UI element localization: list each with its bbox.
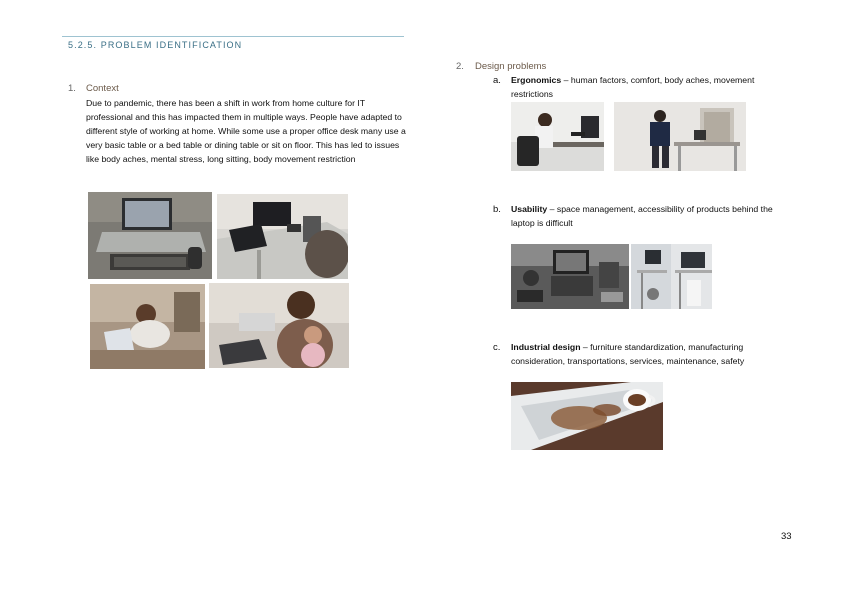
item-c-term: Industrial design [511,342,581,352]
photo-ergonomics-man-backache [614,102,746,171]
item-b-text [511,202,791,230]
photo-coffee-spill-keyboard [511,382,663,450]
page-number: 33 [781,531,792,542]
heading-rule [62,36,404,37]
photo-laptop-stand-desk [88,192,212,279]
photo-woman-laptop-floor [90,284,205,369]
item-c-desc: – furniture standardization, manufacturing consideration, transportations, services, maintenance, safety [511,342,745,366]
item-a-term: Ergonomics [511,75,562,85]
design-problems-title: Design problems [475,61,547,72]
section-heading: 5.2.5. PROBLEM IDENTIFICATION [68,40,243,50]
item-b-desc: – space management, accessibility of products behind the laptop is difficult [511,204,773,228]
context-body: Due to pandemic, there has been a shift in work from home culture for IT professional and this has impacted them in multiple ways. People have adapted to different style of working at home. While some use a proper office desk many use a very basic table or a bed table or dining table or sit on floor. This has led to issues like body aches, mental stress, long sitting, body movement restriction [86,98,406,164]
context-title: Context [86,83,119,94]
photo-ergonomics-woman-desk [511,102,604,171]
photo-mother-child-laptop [209,283,349,368]
item-a-desc: – human factors, comfort, body aches, movement restrictions [511,75,755,99]
context-number: 1. [68,83,76,94]
item-b-letter: b. [493,204,501,215]
item-c-letter: c. [493,342,501,353]
item-a-text [511,73,791,101]
photo-usability-desk-products [631,244,712,309]
design-problems-number: 2. [456,61,464,72]
item-b-term: Usability [511,204,548,214]
item-a-letter: a. [493,75,501,86]
item-c-text [511,340,791,368]
photo-usability-cluttered-desk [511,244,629,309]
photo-white-desk-setup [217,194,348,279]
